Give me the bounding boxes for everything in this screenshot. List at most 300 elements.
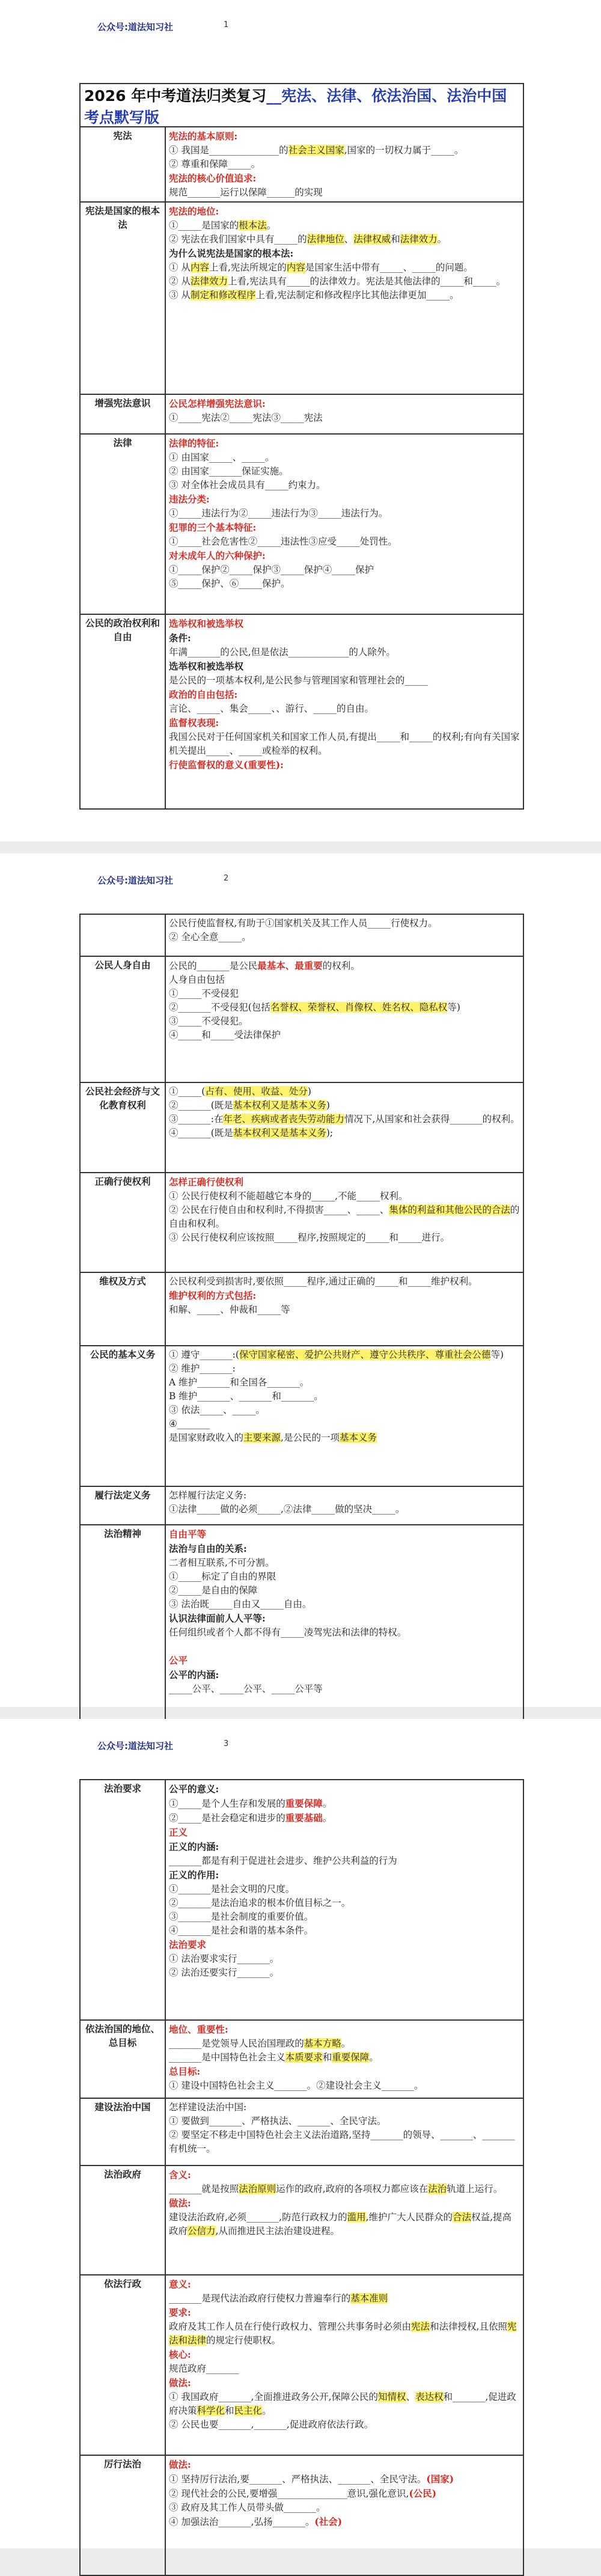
row-content (165, 2165, 523, 2275)
text-segment: ③ 从 (169, 290, 191, 301)
table-row (80, 956, 523, 1082)
row-content (165, 1272, 523, 1346)
text-segment: 的权利。 (322, 960, 360, 971)
text-segment: 上看,宪法具有_____的法律效力。宪法是其他法律的_____和_____。 (227, 276, 506, 287)
content-line (169, 646, 520, 659)
content-line (169, 1099, 520, 1113)
content-line (169, 2501, 520, 2515)
text-segment: ,国家的一切权力属于_____。 (344, 145, 464, 156)
text-segment: _______是现代法治政府行使权力普遍奉行的 (169, 2293, 351, 2304)
emphasis-heading: 政治的自由包括: (169, 689, 238, 700)
emphasis-heading: 宪法的地位: (169, 206, 219, 217)
row-content (165, 434, 523, 614)
title-prefix: 2026 年中考道法归类复习 (84, 87, 267, 105)
content-line (169, 1868, 520, 1882)
content-line (169, 563, 520, 577)
header-account: 公众号:道法知习社 (97, 22, 173, 32)
emphasis-heading: (国家) (426, 2473, 454, 2485)
text-segment: ① 遵守_______:( (169, 1349, 239, 1360)
content-line (169, 186, 520, 200)
text-segment: _______是中国特色社会主义 (169, 2052, 285, 2063)
highlighted-term: 法治原则 (239, 2184, 276, 2194)
emphasis-heading: 做法: (169, 2377, 191, 2388)
emphasis-heading: (公民) (409, 2488, 437, 2499)
content-line (169, 233, 520, 246)
content-line (169, 917, 520, 930)
content-line (169, 688, 520, 702)
title-topic: __宪法、法律、依法治国、法治中国考点默写版 (84, 87, 507, 126)
text-segment: 二者相互联系,不可分割。 (169, 1557, 275, 1568)
emphasis-heading: 法律的特征: (169, 438, 219, 449)
text-segment: 怎样履行法定义务: (169, 1490, 247, 1501)
content-line (169, 1598, 520, 1611)
row-topic: 法治政府 (80, 2165, 165, 2275)
text-segment: ② 宪法在我们国家中具有_____的 (169, 234, 307, 245)
text-segment: ①_____社会危害性②_____违法性③应受_____处罚性。 (169, 536, 397, 547)
table-row (80, 1346, 523, 1486)
sub-heading: 正义的作用: (169, 1869, 219, 1881)
text-segment: ② 法治还要实行_______。 (169, 1967, 279, 1978)
page-2 (0, 853, 601, 1707)
row-topic: 公民的基本义务 (80, 1346, 165, 1486)
row-content (165, 2455, 523, 2575)
emphasis-heading: 选举权和被选举权 (169, 618, 244, 629)
emphasis-heading: 总目标: (169, 2066, 201, 2077)
content-line (169, 1556, 520, 1570)
highlighted-term: 制定和修改程序 (190, 290, 256, 301)
table-row (80, 127, 523, 202)
content-line (169, 2472, 520, 2486)
content-line (169, 2065, 520, 2079)
emphasis-heading: 对未成年人的六种保护: (169, 550, 266, 561)
text-segment: ,是公民的一项 (281, 1432, 340, 1443)
text-segment: ② 尊重和保障_____。 (169, 159, 261, 169)
content-line (169, 2362, 520, 2376)
table-body (80, 127, 523, 809)
content-line (169, 129, 520, 144)
text-segment: ①_____( (169, 1086, 206, 1097)
content-line (169, 1626, 520, 1640)
content-line (169, 2128, 520, 2156)
content-line (169, 2376, 520, 2390)
content-line (169, 2037, 520, 2051)
content-line (169, 716, 520, 730)
content-line (169, 2211, 520, 2238)
content-line (169, 2196, 520, 2211)
content-line (169, 1348, 520, 1362)
row-topic: 宪法 (80, 127, 165, 202)
text-segment: ②_______(既是 (169, 1100, 233, 1111)
text-segment: 和 (322, 2052, 332, 2063)
content-line (169, 507, 520, 520)
emphasis-heading: 自由平等 (169, 1528, 207, 1540)
text-segment: ) (307, 1086, 311, 1097)
text-segment: _____公平、_____公平、_____公平等 (169, 1683, 323, 1694)
text-segment: ③ 法治既_____自由又_____自由。 (169, 1599, 312, 1610)
text-segment: 和法律授权,且依照 (430, 2321, 507, 2332)
content-line (169, 436, 520, 451)
page-1 (0, 0, 601, 841)
table-body (80, 1780, 523, 2575)
emphasis-heading: (社会) (314, 2516, 343, 2527)
content-line (169, 577, 520, 591)
text-segment: 和_______,促进政府决策 (169, 2391, 516, 2416)
page-number: 1 (224, 20, 229, 29)
content-line (169, 2486, 520, 2501)
page-number: 3 (224, 1739, 229, 1748)
text-segment: ① 建设中国特色社会主义_______。②建设社会主义_______。 (169, 2080, 424, 2091)
row-topic: 正确行使权利 (80, 1173, 165, 1272)
highlighted-term: 名誉权、荣誉权、肖像权、姓名权、隐私权 (270, 1002, 448, 1013)
text-segment: ② 从 (169, 276, 191, 287)
table-row (80, 2020, 523, 2098)
text-segment: 年满_______的公民,但是依法_____________的人除外。 (169, 647, 395, 658)
content-line (169, 1001, 520, 1015)
text-segment: 怎样建设法治中国: (169, 2102, 247, 2113)
row-topic: 维权及方式 (80, 1272, 165, 1346)
emphasis-heading: 地位、重要性: (169, 2024, 228, 2035)
content-line (169, 1289, 520, 1303)
text-segment: ③ 对全体社会成员具有_____约束力。 (169, 480, 326, 490)
highlighted-term: 基本准则 (350, 2293, 388, 2304)
text-segment: ①_____是个人生存和发展的 (169, 1798, 285, 1809)
content-line (169, 959, 520, 973)
content-line (169, 1938, 520, 1952)
content-line (169, 1796, 520, 1811)
content-line (169, 478, 520, 492)
content-line (169, 2079, 520, 2093)
text-segment: ①_____不受侵犯 (169, 988, 239, 999)
content-line (169, 1542, 520, 1556)
text-segment: 上看,宪法所规定的 (209, 262, 287, 273)
text-segment: 情况下,从国家和社会获得_______的权利。 (344, 1114, 520, 1125)
emphasis-heading: 行使监督权的意义(重要性): (169, 759, 284, 771)
review-table (79, 126, 524, 810)
content-line (169, 2292, 520, 2306)
header-account: 公众号:道法知习社 (97, 875, 173, 886)
text-segment: ②_______是法治追求的根本价值目标之一。 (169, 1897, 351, 1908)
row-content (165, 956, 523, 1082)
text-segment: 的规定行使职权。 (206, 2335, 281, 2346)
row-topic: 依法治国的地位、总目标 (80, 2020, 165, 2098)
emphasis-heading: 意义: (169, 2278, 191, 2290)
table-row (80, 202, 523, 394)
row-content (165, 2020, 523, 2098)
row-content (165, 914, 523, 956)
text-segment: 规范_______运行以保障______的实现 (169, 187, 323, 198)
content-line (169, 2320, 520, 2348)
content-line (169, 1489, 520, 1503)
content-line (169, 2306, 520, 2320)
text-segment: 和 (225, 2405, 234, 2416)
row-content (165, 1525, 523, 1723)
emphasis-heading: 公民怎样增强宪法意识: (169, 398, 266, 409)
text-segment: ④_____和_____受法律保护 (169, 1030, 281, 1040)
table-row (80, 2165, 523, 2275)
row-content (165, 202, 523, 394)
text-segment: ② 维护_______: (169, 1363, 236, 1374)
highlighted-term: 滥用 (347, 2212, 366, 2223)
content-line (169, 1175, 520, 1189)
highlighted-term: 年老、疾病或者丧失劳动能力 (223, 1114, 344, 1125)
content-line (169, 1503, 520, 1516)
content-line (169, 674, 520, 688)
row-topic: 法治精神 (80, 1525, 165, 1723)
table-row (80, 1486, 523, 1525)
highlighted-term: 占有、使用、收益、处分 (205, 1086, 308, 1097)
row-topic: 法治要求 (80, 1780, 165, 2020)
text-segment: ②_____是自由的保障 (169, 1585, 258, 1596)
emphasis-heading: 重要基础 (285, 1812, 323, 1824)
highlighted-term: 集体的利益和其他公民的合法 (389, 1204, 510, 1215)
text-segment: 人身自由包括 (169, 974, 225, 985)
emphasis-heading: 宪法的核心价值追求: (169, 172, 257, 184)
row-topic: 公民的政治权利和自由 (80, 614, 165, 809)
content-line (169, 288, 520, 302)
text-segment: 。 (341, 2038, 351, 2049)
review-table (79, 1779, 524, 2576)
content-line (169, 1376, 520, 1390)
sub-heading: 认识法律面前人人平等: (169, 1613, 266, 1624)
content-line (169, 2390, 520, 2418)
row-content (165, 614, 523, 809)
content-line (169, 2515, 520, 2529)
text-segment: ② 公民也要_______,_______,促进政府依法行政。 (169, 2419, 374, 2430)
content-line (169, 1825, 520, 1840)
highlighted-term: 知情权 (378, 2391, 406, 2402)
emphasis-heading: 怎样正确行使权利 (169, 1176, 244, 1188)
content-line (169, 1924, 520, 1938)
text-segment: 公民的_______是公民 (169, 960, 258, 971)
content-line (169, 987, 520, 1001)
content-line (169, 219, 520, 233)
emphasis-heading: 维护权利的方式包括: (169, 1290, 257, 1301)
highlighted-term: 法律效力 (190, 276, 228, 287)
highlighted-term: 科学化 (197, 2405, 225, 2416)
text-segment: _______都是有利于促进社会进步、维护公共利益的行为 (169, 1855, 397, 1866)
text-segment: ① 我国是_______________的 (169, 145, 288, 156)
content-line (169, 1527, 520, 1542)
text-segment: ⑤_____保护、⑥_____保护。 (169, 578, 290, 589)
row-content (165, 1346, 523, 1486)
content-line (169, 204, 520, 219)
text-segment: ①_______是社会文明的尺度。 (169, 1884, 295, 1894)
content-line (169, 261, 520, 275)
highlighted-term: 宪法 (411, 2321, 430, 2332)
text-segment: 。 (437, 234, 447, 245)
content-line (169, 758, 520, 772)
emphasis-heading: 宪法的基本原则: (169, 130, 238, 142)
highlighted-term: 法律权威 (353, 234, 391, 245)
highlighted-term: 基本义务 (339, 1432, 377, 1443)
text-segment: 是国家生活中带有_____、_____的问题。 (305, 262, 473, 273)
table-row (80, 1525, 523, 1723)
text-segment: ② 要坚定不移走中国特色社会主义法治道路,坚持_______的领导、_______、_______有机统一。 (169, 2129, 515, 2154)
content-line (169, 397, 520, 411)
text-segment: _______是党领导人民治国理政的 (169, 2038, 304, 2049)
highlighted-term: 本质要求 (285, 2052, 323, 2063)
text-segment: ) (326, 1100, 330, 1111)
text-segment: 的自由和权利。 (169, 1204, 520, 1229)
table-row (80, 1173, 523, 1272)
row-content (165, 1780, 523, 2020)
highlighted-term: 法治 (428, 2184, 447, 2194)
content-line (169, 1303, 520, 1317)
document-title (79, 83, 524, 130)
content-line (169, 702, 520, 716)
emphasis-heading: 法治要求 (169, 1939, 207, 1950)
sub-heading: 公平的意义: (169, 1783, 219, 1795)
content-line (169, 535, 520, 549)
row-content (165, 2275, 523, 2455)
content-line (169, 1085, 520, 1099)
row-topic (80, 914, 165, 956)
content-line (169, 520, 520, 535)
text-segment: 是国家财政收入的 (169, 1432, 244, 1443)
text-segment: 我国公民对于任何国家机关和国家工作人员,有提出_____和_____的权利;有向有关国家机关提出_____、_____或检举的权利。 (169, 731, 520, 756)
content-line (169, 1854, 520, 1868)
row-content (165, 1173, 523, 1272)
highlighted-term: 宪法和法律 (169, 2321, 517, 2346)
text-segment: ① 由国家_____、_____。 (169, 452, 275, 463)
content-line (169, 1028, 520, 1042)
text-segment: ①_____是国家的 (169, 220, 239, 231)
content-line (169, 2168, 520, 2182)
content-line (169, 144, 520, 157)
text-segment: 和 (391, 234, 400, 245)
emphasis-heading: 最基本、最重要 (257, 960, 323, 971)
highlighted-term: 社会主义国家 (288, 145, 344, 156)
emphasis-heading: 核心: (169, 2349, 191, 2360)
content-line (169, 2182, 520, 2196)
highlighted-term: 民主化 (234, 2405, 263, 2416)
content-line (169, 1431, 520, 1445)
content-line (169, 2418, 520, 2432)
text-segment: ①_____保护②_____保护③_____保护④_____保护 (169, 564, 374, 575)
table-row (80, 1272, 523, 1346)
text-segment: ①_____标定了自由的界限 (169, 1571, 276, 1582)
content-line (169, 1403, 520, 1417)
sub-heading: 为什么说宪法是国家的根本法: (169, 248, 294, 259)
highlighted-term: 法律地位 (307, 234, 344, 245)
table-row (80, 2098, 523, 2165)
content-line (169, 2101, 520, 2114)
content-line (169, 1417, 520, 1431)
text-segment: 等) (447, 1002, 460, 1013)
text-segment: ④_______是社会和谐的基本条件。 (169, 1925, 314, 1936)
text-segment: ①法律_____做的必须_____,②法律_____做的坚决_____。 (169, 1504, 405, 1515)
table-row (80, 2275, 523, 2455)
content-line (169, 492, 520, 507)
row-topic: 法律 (80, 434, 165, 614)
content-line (169, 1896, 520, 1910)
text-segment: 、 (344, 234, 354, 245)
content-line (169, 2458, 520, 2472)
text-segment: 。 (322, 1798, 332, 1809)
content-line (169, 549, 520, 563)
highlighted-term: 主要来源 (243, 1432, 281, 1443)
content-line (169, 275, 520, 288)
content-line (169, 2348, 520, 2362)
table-row (80, 394, 523, 434)
content-line (169, 1611, 520, 1626)
row-topic: 厉行法治 (80, 2455, 165, 2575)
highlighted-term: 保守国家秘密、爱护公共财产、遵守公共秩序、尊重社会公德 (239, 1349, 491, 1360)
text-segment: ④_______(既是 (169, 1128, 233, 1138)
review-table (79, 914, 524, 1724)
text-segment: _______就是按照 (169, 2184, 239, 2194)
row-topic: 公民社会经济与文化教育权利 (80, 1082, 165, 1173)
text-segment: 。 (369, 2052, 379, 2063)
row-topic: 增强宪法意识 (80, 394, 165, 434)
content-line (169, 1653, 520, 1668)
highlighted-term: 根本法 (239, 220, 267, 231)
text-segment: 规范政府_______ (169, 2363, 239, 2374)
text-segment: ② 全心全意_____。 (169, 932, 251, 942)
content-line (169, 659, 520, 674)
text-segment: ③_______:在 (169, 1114, 224, 1125)
row-content (165, 394, 523, 434)
text-segment: ); (326, 1128, 334, 1138)
content-line (169, 930, 520, 944)
text-segment: 轨道上运行。 (447, 2184, 503, 2194)
content-line (169, 451, 520, 465)
text-segment: 运作的政府,政府的各项权力都应该在 (276, 2184, 429, 2194)
text-segment: ,维护广大人民群众的 (365, 2212, 453, 2223)
text-segment: ① 法治要求实行_______。 (169, 1953, 279, 1964)
content-line (169, 465, 520, 478)
text-segment: 。 (262, 2405, 272, 2416)
emphasis-heading: 做法: (169, 2459, 191, 2470)
table-row (80, 1780, 523, 2020)
table-body (80, 914, 523, 1723)
text-segment: ④ 加强法治_______,弘扬_______。 (169, 2516, 315, 2527)
text-segment: 建设法治政府,必须_______,防范行政权力的 (169, 2212, 347, 2223)
text-segment: ③_______是社会制度的重要价值。 (169, 1911, 314, 1922)
text-segment: ② 现代社会的公民,要增强_______________意识,强化意识, (169, 2488, 409, 2499)
sub-heading: 正义的内涵: (169, 1841, 219, 1852)
content-line (169, 631, 520, 646)
text-segment: ① 公民行使权利不能超越它本身的_____,不能_____权利。 (169, 1191, 408, 1201)
emphasis-heading: 含义: (169, 2169, 191, 2181)
content-line (169, 1952, 520, 1966)
content-line (169, 2051, 520, 2065)
text-segment: 。 (322, 1813, 332, 1824)
text-segment: ②_______不受侵犯(包括 (169, 1002, 270, 1013)
text-segment: B 维护_______、_______和_______。 (169, 1391, 323, 1402)
page-number: 2 (224, 874, 229, 883)
content-line (169, 1682, 520, 1696)
highlighted-term: 公信力 (188, 2226, 216, 2236)
text-segment: 权益,提高政府 (169, 2212, 512, 2236)
highlighted-term: 表达权 (415, 2391, 444, 2402)
text-segment: A 维护_______和全国各_______。 (169, 1377, 310, 1388)
row-content (165, 127, 523, 202)
content-line (169, 1811, 520, 1825)
content-line (169, 171, 520, 186)
sub-heading: 条件: (169, 632, 191, 644)
row-topic: 公民人身自由 (80, 956, 165, 1082)
sub-heading: 法治与自由的关系: (169, 1543, 247, 1554)
text-segment: ③ 政府及其工作人员带头做_______。 (169, 2502, 326, 2513)
text-segment: 公民行使监督权,有助于①国家机关及其工作人员_____行使权力。 (169, 918, 438, 929)
text-segment: 是公民的一项基本权利,是公民参与管理国家和管理社会的_____ (169, 675, 429, 686)
emphasis-heading: 违法分类: (169, 493, 210, 505)
content-line (169, 1882, 520, 1896)
table-row (80, 2455, 523, 2575)
content-line (169, 1203, 520, 1231)
table-row (80, 614, 523, 809)
